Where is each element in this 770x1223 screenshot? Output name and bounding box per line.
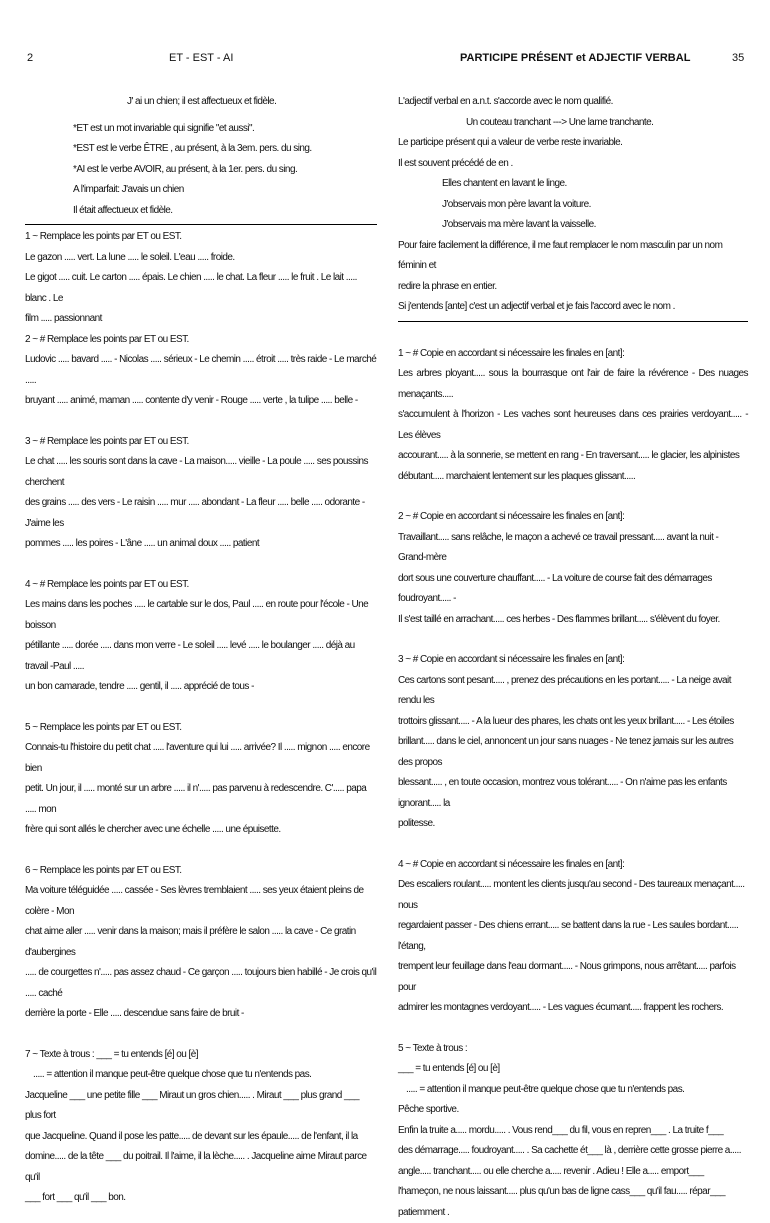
exercise-line: Enfin la truite a..... mordu..... . Vous rend___ du fil, vous en repren___ . La truite f___ xyxy=(398,1121,748,1142)
page-number: 2 xyxy=(27,52,33,64)
exercise-title: 3 ~ # Copie en accordant si nécessaire les finales en [ant]: xyxy=(398,650,748,671)
exercise-line: débutant..... marchaient lentement sur les plaques glissant..... xyxy=(398,467,748,488)
exercise-line: Le gazon ..... vert. La lune ..... le soleil. L'eau ..... froide. xyxy=(25,248,377,269)
right-column xyxy=(398,92,748,1223)
divider xyxy=(25,223,377,225)
exercise-line: s'accumulent à l'horizon - Les vaches sont heureuses dans ces prairies verdoyant..... - Les élèves xyxy=(398,405,748,446)
exercise-line: frère qui sont allés le chercher avec une échelle ..... une épuisette. xyxy=(25,820,377,841)
exercise-title: 4 ~ # Copie en accordant si nécessaire les finales en [ant]: xyxy=(398,855,748,876)
exercise-line: admirer les montagnes verdoyant..... - Les vagues écumant..... frappent les rochers. xyxy=(398,998,748,1019)
exercise-line: ..... de courgettes n'..... pas assez chaud - Ce garçon ..... toujours bien habillé - Je crois qu'il ..... caché xyxy=(25,963,377,1004)
exercise-line: Connais-tu l'histoire du petit chat ..... l'aventure qui lui ..... arrivée? Il ..... mignon ..... encore bien xyxy=(25,738,377,779)
page-title: PARTICIPE PRÉSENT et ADJECTIF VERBAL xyxy=(460,52,690,64)
exercise-line: Ma voiture téléguidée ..... cassée - Ses lèvres tremblaient ..... ses yeux étaient pleins de colère - Mon xyxy=(25,881,377,922)
exercise-line: Ces cartons sont pesant..... , prenez des précautions en les portant..... - La neige avait rendu les xyxy=(398,671,748,712)
exercise-line: ..... = attention il manque peut-être quelque chose que tu n'entends pas. xyxy=(25,1065,377,1086)
exercise-line: des démarrage..... foudroyant..... . Sa cachette ét___ là , derrière cette grosse pierre a..... xyxy=(398,1141,748,1162)
exercise-line: ___ = tu entends [é] ou [è] xyxy=(398,1059,748,1080)
left-column xyxy=(25,92,377,1209)
intro-line: J' ai un chien; il est affectueux et fidèle. xyxy=(25,92,377,113)
intro-line: redire la phrase en entier. xyxy=(398,277,748,298)
exercise-line: un bon camarade, tendre ..... gentil, il ..... apprécié de tous - xyxy=(25,677,377,698)
intro-line: J'observais mon père lavant la voiture. xyxy=(398,195,748,216)
exercise-line: Le gigot ..... cuit. Le carton ..... épais. Le chien ..... le chat. La fleur ..... le fruit . Le lait ..... blanc . Le xyxy=(25,268,377,309)
exercise-line: Pêche sportive. xyxy=(398,1100,748,1121)
exercise-title: 3 ~ # Remplace les points par ET ou EST. xyxy=(25,432,377,453)
exercise-line: trempent leur feuillage dans l'eau dormant..... - Nous grimpons, nous arrêtant..... parfois pour xyxy=(398,957,748,998)
exercise-title: 5 ~ Texte à trous : xyxy=(398,1039,748,1060)
exercise-title: 4 ~ # Remplace les points par ET ou EST. xyxy=(25,575,377,596)
page-title: ET - EST - AI xyxy=(169,52,233,64)
exercise-line: politesse. xyxy=(398,814,748,835)
exercise-line: ___ fort ___ qu'il ___ bon. xyxy=(25,1188,377,1209)
exercise-line: bruyant ..... animé, maman ..... contente d'y venir - Rouge ..... verte , la tulipe ..... belle - xyxy=(25,391,377,412)
intro-line: Elles chantent en lavant le linge. xyxy=(398,174,748,195)
exercise-line: film ..... passionnant xyxy=(25,309,377,330)
exercise-line: Les arbres ployant..... sous la bourrasque ont l'air de faire la révérence - Des nuages menaçants..... xyxy=(398,364,748,405)
exercise-line: dort sous une couverture chauffant..... - La voiture de course fait des démarrages foudroyant..... - xyxy=(398,569,748,610)
intro-line: *ET est un mot invariable qui signifie "et aussi". xyxy=(25,119,377,140)
intro-line: J'observais ma mère lavant la vaisselle. xyxy=(398,215,748,236)
exercise-line: Ludovic ..... bavard ..... - Nicolas ..... sérieux - Le chemin ..... étroit ..... très raide - Le marché ..... xyxy=(25,350,377,391)
exercise-line: des grains ..... des vers - Le raisin ..... mur ..... abondant - La fleur ..... belle ..... odorante - J'aime les xyxy=(25,493,377,534)
left-page xyxy=(0,0,385,1024)
exercise-line: ..... = attention il manque peut-être quelque chose que tu n'entends pas. xyxy=(398,1080,748,1101)
exercise-title: 1 ~ # Copie en accordant si nécessaire les finales en [ant]: xyxy=(398,344,748,365)
exercise-line: angle..... tranchant..... ou elle cherche a..... revenir . Adieu ! Elle a..... emport___ xyxy=(398,1162,748,1183)
exercise-line: Le chat ..... les souris sont dans la cave - La maison..... vieille - La poule ..... ses poussins cherchent xyxy=(25,452,377,493)
exercise-title: 7 ~ Texte à trous : ___ = tu entends [é] ou [è] xyxy=(25,1045,377,1066)
exercise-line: pétillante ..... dorée ..... dans mon verre - Le soleil ..... levé ..... le boulanger ..... déjà au travail -Paul ..... xyxy=(25,636,377,677)
exercise-line: patiemment . xyxy=(398,1203,748,1223)
exercise-title: 2 ~ # Copie en accordant si nécessaire les finales en [ant]: xyxy=(398,507,748,528)
exercise-line: derrière la porte - Elle ..... descendue sans faire de bruit - xyxy=(25,1004,377,1025)
exercise-line: chat aime aller ..... venir dans la maison; mais il préfère le salon ..... la cave - Ce gratin d'aubergines xyxy=(25,922,377,963)
divider xyxy=(398,320,748,322)
exercise-line: Il s'est taillé en arrachant..... ces herbes - Des flammes brillant..... s'élèvent du foyer. xyxy=(398,610,748,631)
exercise-title: 1 ~ Remplace les points par ET ou EST. xyxy=(25,227,377,248)
exercise-line: petit. Un jour, il ..... monté sur un arbre ..... il n'..... pas parvenu à redescendre. C'..... papa ..... mon xyxy=(25,779,377,820)
intro-line: Un couteau tranchant ---> Une lame tranchante. xyxy=(398,113,748,134)
exercise-line: blessant..... , en toute occasion, montrez vous tolérant..... - On n'aime pas les enfants ignorant..... la xyxy=(398,773,748,814)
exercise-line: Des escaliers roulant..... montent les clients jusqu'au second - Des taureaux menaçant..... nous xyxy=(398,875,748,916)
exercise-line: Jacqueline ___ une petite fille ___ Miraut un gros chien..... . Miraut ___ plus grand ___ plus fort xyxy=(25,1086,377,1127)
exercise-line: accourant..... à la sonnerie, se mettent en rang - En traversant..... le glacier, les alpinistes xyxy=(398,446,748,467)
intro-line: A l'imparfait: J'avais un chien xyxy=(25,180,377,201)
intro-line: L'adjectif verbal en a.n.t. s'accorde avec le nom qualifié. xyxy=(398,92,748,113)
exercise-title: 6 ~ Remplace les points par ET ou EST. xyxy=(25,861,377,882)
intro-line: *EST est le verbe ÊTRE , au présent, à la 3em. pers. du sing. xyxy=(25,139,377,160)
exercise-line: domine..... de la tête ___ du poitrail. Il l'aime, il la lèche..... . Jacqueline aime Miraut parce qu'il xyxy=(25,1147,377,1188)
intro-line: Le participe présent qui a valeur de verbe reste invariable. xyxy=(398,133,748,154)
exercise-line: regardaient passer - Des chiens errant..... se battent dans la rue - Les saules bordant..... l'étang, xyxy=(398,916,748,957)
intro-line: Il est souvent précédé de en . xyxy=(398,154,748,175)
exercise-line: l'hameçon, ne nous laissant..... plus qu'un bas de ligne cass___ qu'il fau..... répar___ xyxy=(398,1182,748,1203)
page-number: 35 xyxy=(732,52,744,64)
exercise-title: 5 ~ Remplace les points par ET ou EST. xyxy=(25,718,377,739)
intro-line: Pour faire facilement la différence, il me faut remplacer le nom masculin par un nom féminin et xyxy=(398,236,748,277)
exercise-line: brillant..... dans le ciel, annoncent un jour sans nuages - Ne tenez jamais sur les autres des propos xyxy=(398,732,748,773)
exercise-line: Travaillant..... sans relâche, le maçon a achevé ce travail pressant..... avant la nuit - Grand-mère xyxy=(398,528,748,569)
intro-line: Si j'entends [ante] c'est un adjectif verbal et je fais l'accord avec le nom . xyxy=(398,297,748,318)
exercise-line: trottoirs glissant..... - A la lueur des phares, les chats ont les yeux brillant..... - Les étoiles xyxy=(398,712,748,733)
exercise-line: Les mains dans les poches ..... le cartable sur le dos, Paul ..... en route pour l'école - Une boisson xyxy=(25,595,377,636)
intro-line: Il était affectueux et fidèle. xyxy=(25,201,377,222)
intro-line: *AI est le verbe AVOIR, au présent, à la 1er. pers. du sing. xyxy=(25,160,377,181)
exercise-line: pommes ..... les poires - L'âne ..... un animal doux ..... patient xyxy=(25,534,377,555)
exercise-title: 2 ~ # Remplace les points par ET ou EST. xyxy=(25,330,377,351)
exercise-line: que Jacqueline. Quand il pose les patte..... de devant sur les épaule..... de l'enfant, il la xyxy=(25,1127,377,1148)
